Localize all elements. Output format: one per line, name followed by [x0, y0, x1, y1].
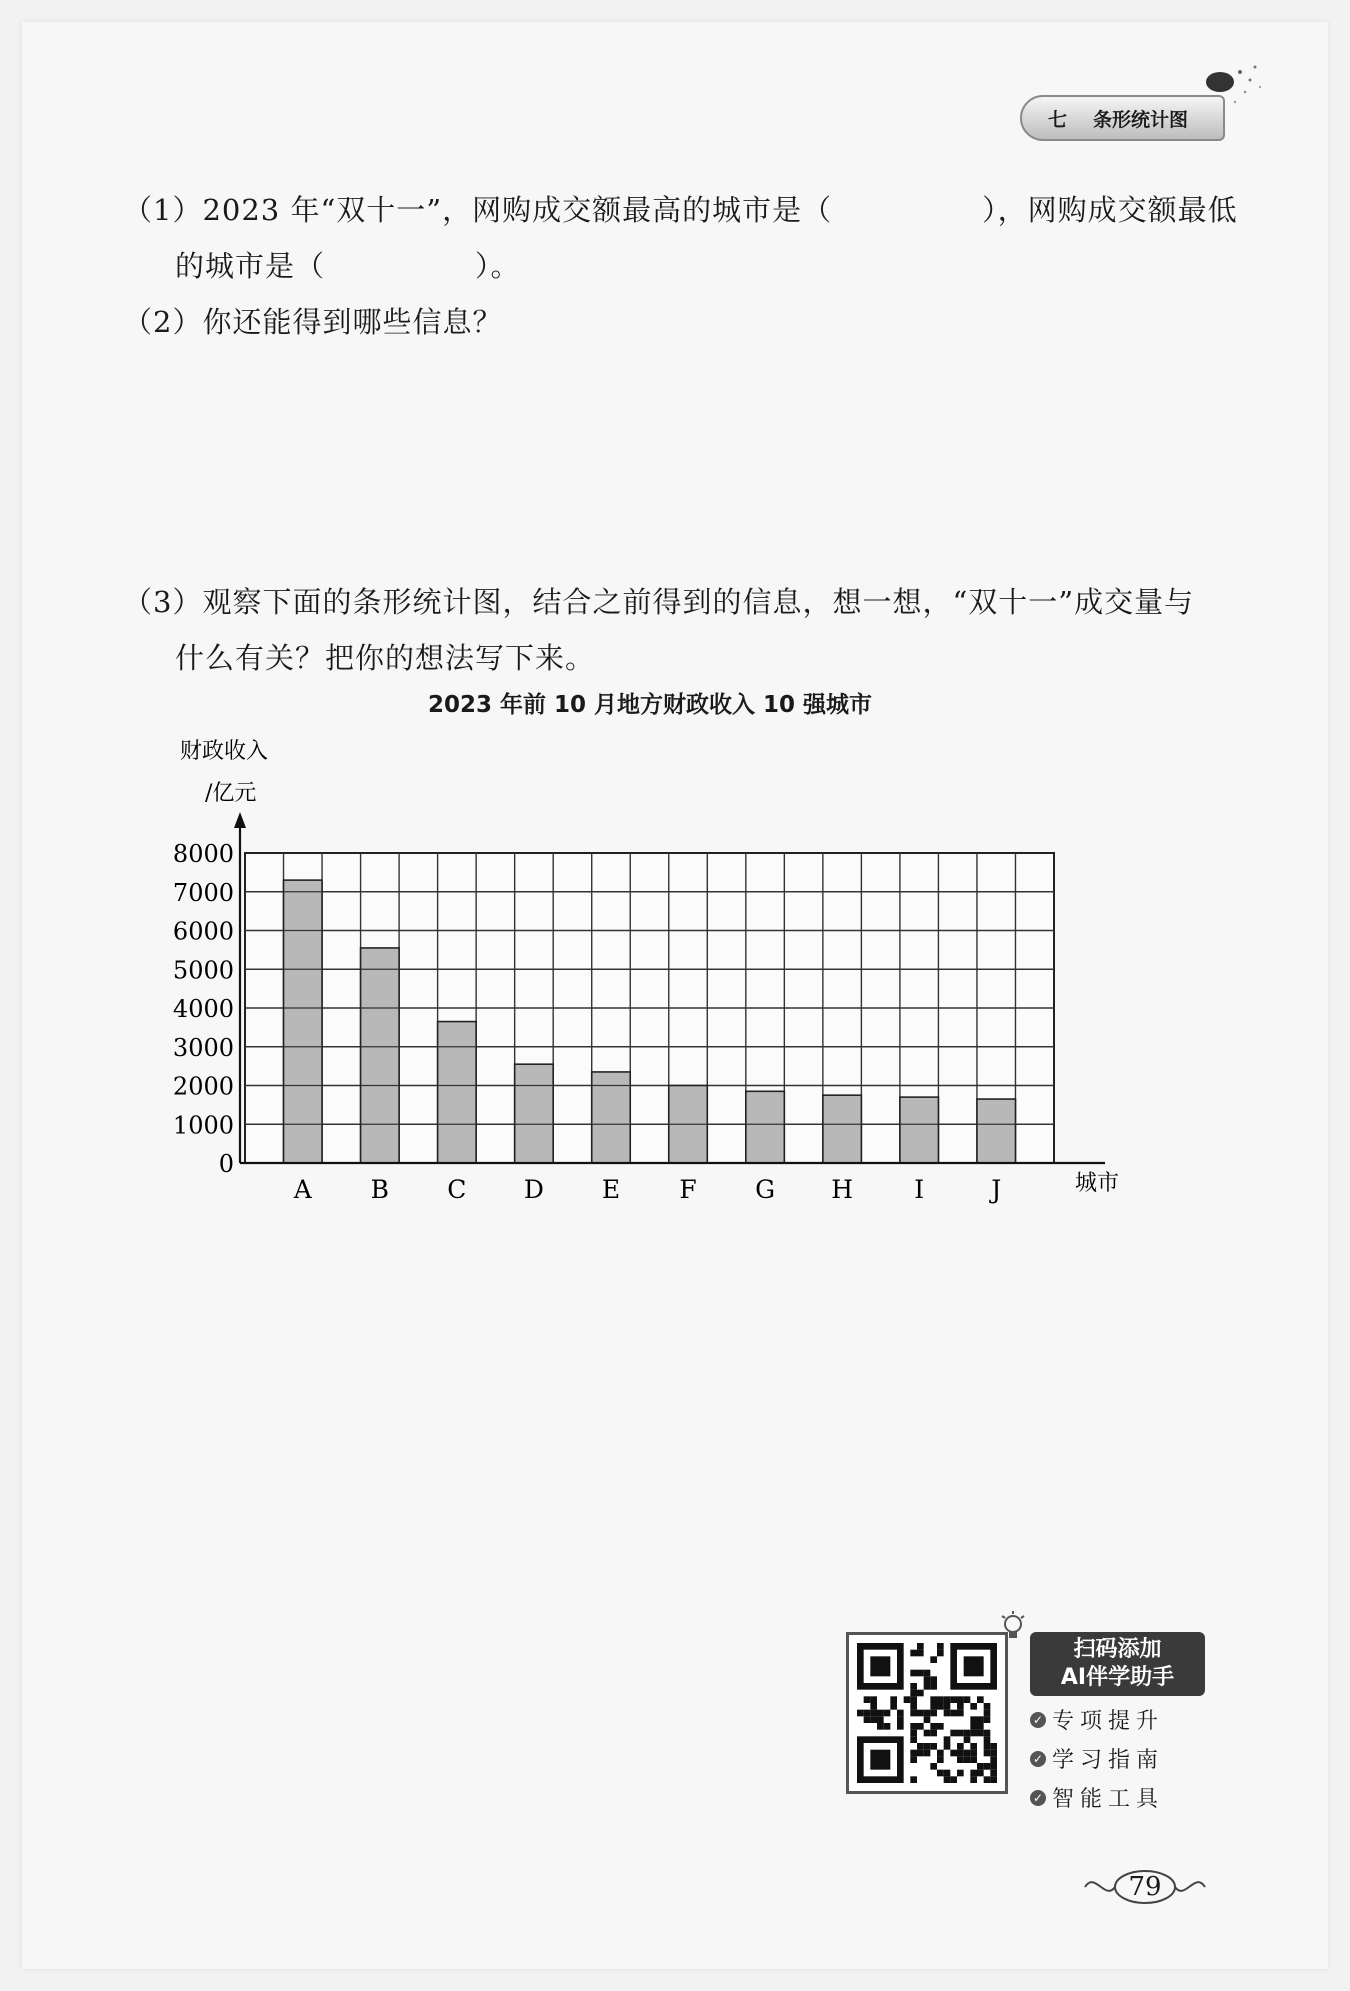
- bar-I: [900, 1097, 939, 1163]
- qr-item-label: 专项提升: [1052, 1709, 1165, 1734]
- y-tick-label: 2000: [172, 1072, 234, 1101]
- bar-G: [746, 1091, 785, 1163]
- x-tick-label: G: [755, 1175, 776, 1204]
- qr-info-panel: [1030, 1632, 1205, 1813]
- question-3-line-1: （3）观察下面的条形统计图，结合之前得到的信息，想一想，“双十一”成交量与: [123, 585, 1195, 619]
- qr-item-2: [1030, 1743, 1205, 1774]
- qr-item-label: 学习指南: [1052, 1748, 1165, 1773]
- lightbulb-icon: [998, 1610, 1028, 1644]
- x-tick-label: A: [293, 1175, 312, 1204]
- x-tick-label: E: [601, 1175, 621, 1204]
- bar-A: [284, 880, 323, 1163]
- qr-code[interactable]: [846, 1632, 1008, 1794]
- question-1-text-c: 的城市是（: [175, 249, 326, 283]
- y-tick-label: 7000: [172, 878, 234, 907]
- bar-H: [823, 1095, 862, 1163]
- x-tick-label: B: [370, 1175, 390, 1204]
- y-tick-label: 6000: [172, 917, 234, 946]
- bar-B: [361, 948, 400, 1163]
- qr-heading-line-1: 扫码添加: [1073, 1637, 1162, 1662]
- chart-title: 2023 年前 10 月地方财政收入 10 强城市: [427, 692, 873, 718]
- chapter-title: 条形统计图: [1093, 108, 1189, 131]
- y-tick-label: 3000: [172, 1033, 234, 1062]
- qr-item-label: 智能工具: [1052, 1787, 1165, 1812]
- qr-item-1: [1030, 1704, 1205, 1735]
- x-tick-label: H: [831, 1175, 854, 1204]
- question-1-text-b: ），网购成交额最低: [982, 193, 1238, 227]
- chapter-number: 七: [1048, 108, 1068, 131]
- bar-C: [438, 1022, 477, 1163]
- y-axis-label-line-2: /亿元: [205, 781, 257, 806]
- qr-heading-line-2: AI伴学助手: [1060, 1665, 1175, 1690]
- bar-J: [977, 1099, 1016, 1163]
- qr-item-3: [1030, 1782, 1205, 1813]
- y-axis-label-line-1: 财政收入: [180, 739, 269, 764]
- y-tick-label: 0: [218, 1150, 234, 1178]
- x-tick-label: J: [991, 1175, 1002, 1204]
- check-icon: ✓: [1030, 1751, 1046, 1767]
- y-tick-label: 1000: [172, 1111, 234, 1140]
- y-tick-label: 4000: [172, 995, 234, 1023]
- page-number: 79: [1128, 1872, 1162, 1902]
- question-3-line-2: 什么有关？把你的想法写下来。: [175, 641, 596, 675]
- check-icon: ✓: [1030, 1790, 1046, 1806]
- bar-D: [515, 1064, 554, 1163]
- question-1-text-a: （1）2023 年“双十一”，网购成交额最高的城市是（: [123, 193, 833, 227]
- qr-code-icon: [857, 1643, 997, 1783]
- y-axis-arrow-icon: [234, 812, 246, 828]
- x-tick-label: I: [914, 1175, 925, 1204]
- question-1-text-d: ）。: [475, 249, 521, 283]
- page-number-badge: [1080, 1866, 1210, 1908]
- x-tick-label: C: [447, 1175, 467, 1204]
- qr-heading: [1030, 1632, 1205, 1696]
- question-2: （2）你还能得到哪些信息？: [123, 305, 503, 339]
- x-tick-label: D: [523, 1175, 544, 1204]
- y-tick-label: 8000: [172, 840, 234, 868]
- x-axis-label: 城市: [1075, 1171, 1120, 1196]
- check-icon: ✓: [1030, 1712, 1046, 1728]
- y-tick-label: 5000: [172, 956, 234, 985]
- x-tick-label: F: [679, 1175, 697, 1204]
